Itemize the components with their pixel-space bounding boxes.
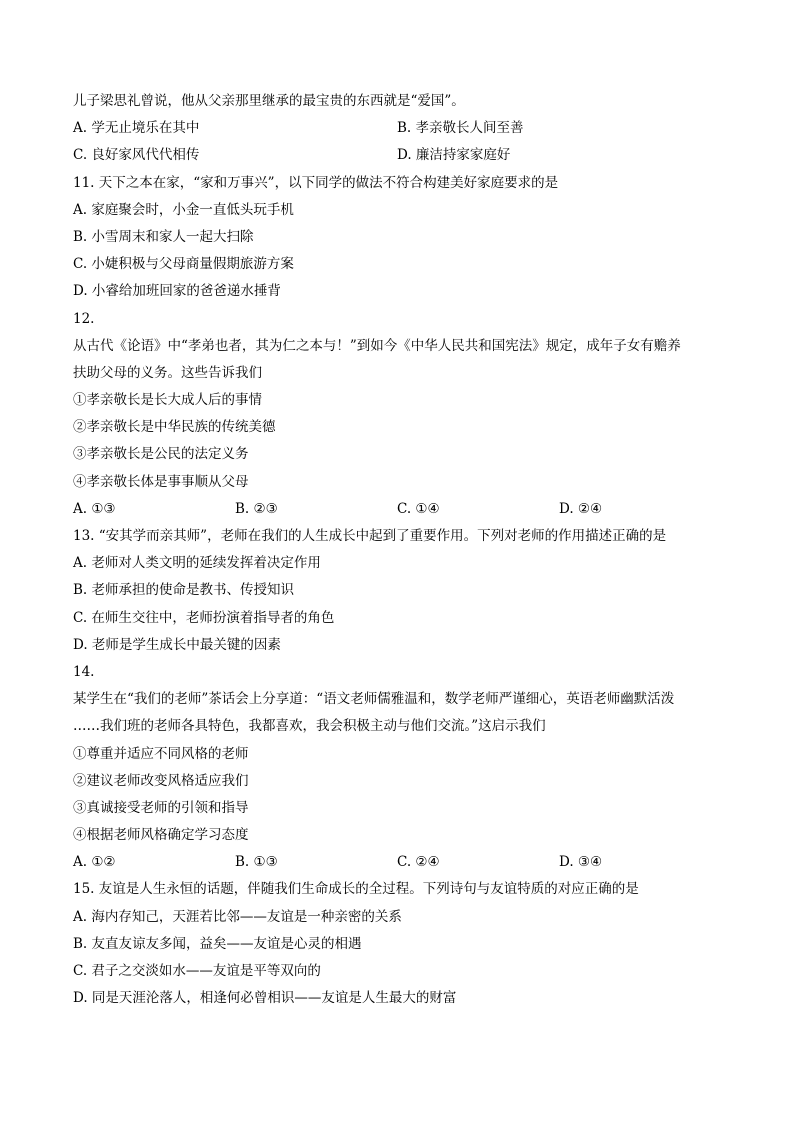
text-line: A. 海内存知己，天涯若比邻——友谊是一种亲密的关系 xyxy=(73,908,402,925)
text-line: D. 小睿给加班回家的爸爸递水捶背 xyxy=(73,283,281,300)
answer-option: C. ②④ xyxy=(397,854,440,871)
text-line: ①尊重并适应不同风格的老师 xyxy=(73,745,249,762)
text-line: 某学生在“我们的老师”茶话会上分享道：“语文老师儒雅温和，数学老师严谨细心，英语老师幽默活泼 xyxy=(73,691,675,708)
answer-option: B. ②③ xyxy=(235,500,278,517)
text-line: ④根据老师风格确定学习态度 xyxy=(73,827,249,844)
answer-option: A. ①③ xyxy=(73,500,116,517)
text-line: A. 家庭聚会时，小金一直低头玩手机 xyxy=(73,201,294,218)
answer-option: A. ①② xyxy=(73,854,116,871)
option-row xyxy=(73,849,733,876)
answer-option: A. 学无止境乐在其中 xyxy=(73,120,200,137)
text-line: ③孝亲敬长是公民的法定义务 xyxy=(73,446,249,463)
text-line: B. 老师承担的使命是教书、传授知识 xyxy=(73,582,295,599)
text-line: A. 老师对人类文明的延续发挥着决定作用 xyxy=(73,555,321,572)
text-line: ②孝亲敬长是中华民族的传统美德 xyxy=(73,419,276,436)
text-line: C. 在师生交往中，老师扮演着指导者的角色 xyxy=(73,609,335,626)
text-line: 儿子梁思礼曾说，他从父亲那里继承的最宝贵的东西就是“爱国”。 xyxy=(73,93,465,109)
text-line: C. 君子之交淡如水——友谊是平等双向的 xyxy=(73,963,321,979)
text-line: 11. 天下之本在家，“家和万事兴”，以下同学的做法不符合构建美好家庭要求的是 xyxy=(73,174,559,191)
text-line: D. 老师是学生成长中最关键的因素 xyxy=(73,636,281,653)
text-line: B. 小雪周末和家人一起大扫除 xyxy=(73,228,254,245)
answer-option: C. 良好家风代代相传 xyxy=(73,147,200,164)
text-line: 12. xyxy=(73,310,95,327)
option-row xyxy=(73,142,733,169)
text-line: ……我们班的老师各具特色，我都喜欢，我会积极主动与他们交流。”这启示我们 xyxy=(73,718,546,735)
text-line: C. 小婕积极与父母商量假期旅游方案 xyxy=(73,256,294,273)
text-line: B. 友直友谅友多闻，益矣——友谊是心灵的相遇 xyxy=(73,935,362,952)
option-row xyxy=(73,496,733,523)
text-line: ④孝亲敬长体是事事顺从父母 xyxy=(73,473,249,490)
answer-option: D. 廉洁持家家庭好 xyxy=(397,147,511,164)
text-line: ②建议老师改变风格适应我们 xyxy=(73,772,249,789)
text-line: 14. xyxy=(73,663,95,680)
answer-option: B. ①③ xyxy=(235,854,278,871)
document-page xyxy=(73,88,733,1012)
text-line: ③真诚接受老师的引领和指导 xyxy=(73,799,249,816)
text-line: 从古代《论语》中“孝弟也者，其为仁之本与！”到如今《中华人民共和国宪法》规定，成年子女有赡养 xyxy=(73,337,681,354)
answer-option: B. 孝亲敬长人间至善 xyxy=(397,120,524,137)
text-line: D. 同是天涯沦落人，相逢何必曾相识——友谊是人生最大的财富 xyxy=(73,990,457,1007)
text-line: ①孝亲敬长是长大成人后的事情 xyxy=(73,392,262,409)
answer-option: D. ②④ xyxy=(559,500,603,517)
answer-option: D. ③④ xyxy=(559,854,603,871)
text-line: 13. “安其学而亲其师”，老师在我们的人生成长中起到了重要作用。下列对老师的作用描述正确的是 xyxy=(73,528,667,544)
text-line: 扶助父母的义务。这些告诉我们 xyxy=(73,364,262,381)
text-line: 15. 友谊是人生永恒的话题，伴随我们生命成长的全过程。下列诗句与友谊特质的对应正确的是 xyxy=(73,881,639,898)
answer-option: C. ①④ xyxy=(397,500,440,517)
option-row xyxy=(73,115,733,142)
